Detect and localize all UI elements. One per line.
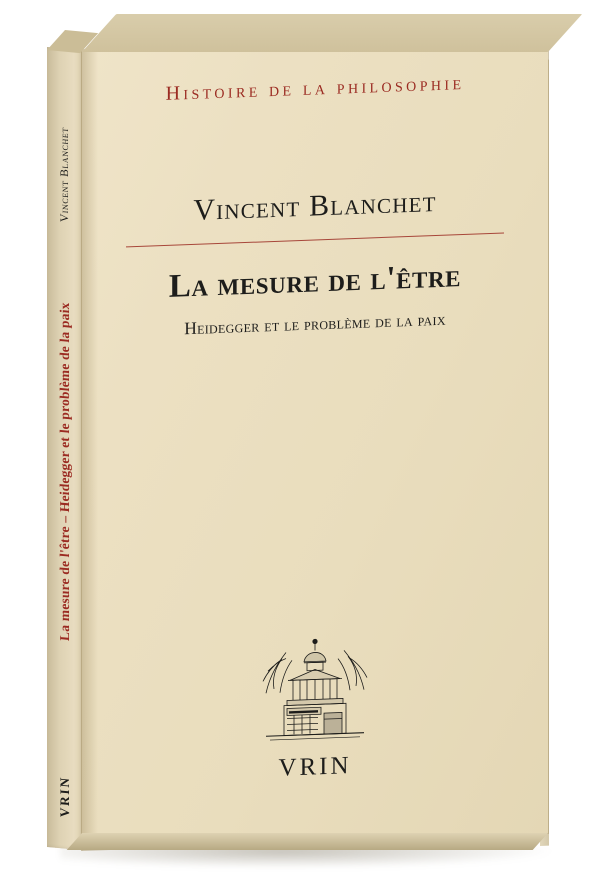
book-spine xyxy=(47,47,83,850)
book-front-cover xyxy=(82,33,548,850)
front-cover-surface xyxy=(82,33,548,850)
spine-author: Vincent Blanchet xyxy=(59,126,71,223)
spine-title: La mesure de l'être – Heidegger et le problème de la paix xyxy=(57,301,72,642)
author-name: Vincent Blanchet xyxy=(193,184,437,227)
series-title: Histoire de la philosophie xyxy=(165,71,465,105)
spine-publisher: VRIN xyxy=(57,775,72,818)
vrin-emblem-icon xyxy=(260,619,370,748)
cover-hinge-shading xyxy=(82,49,98,850)
book-title: La mesure de l'être xyxy=(168,258,462,305)
cover-bottom-face xyxy=(67,833,548,850)
book-spine-surface xyxy=(47,47,83,850)
divider-rule xyxy=(126,233,504,248)
publisher-name: VRIN xyxy=(278,752,352,782)
book-subtitle: Heidegger et le problème de la paix xyxy=(184,308,446,339)
